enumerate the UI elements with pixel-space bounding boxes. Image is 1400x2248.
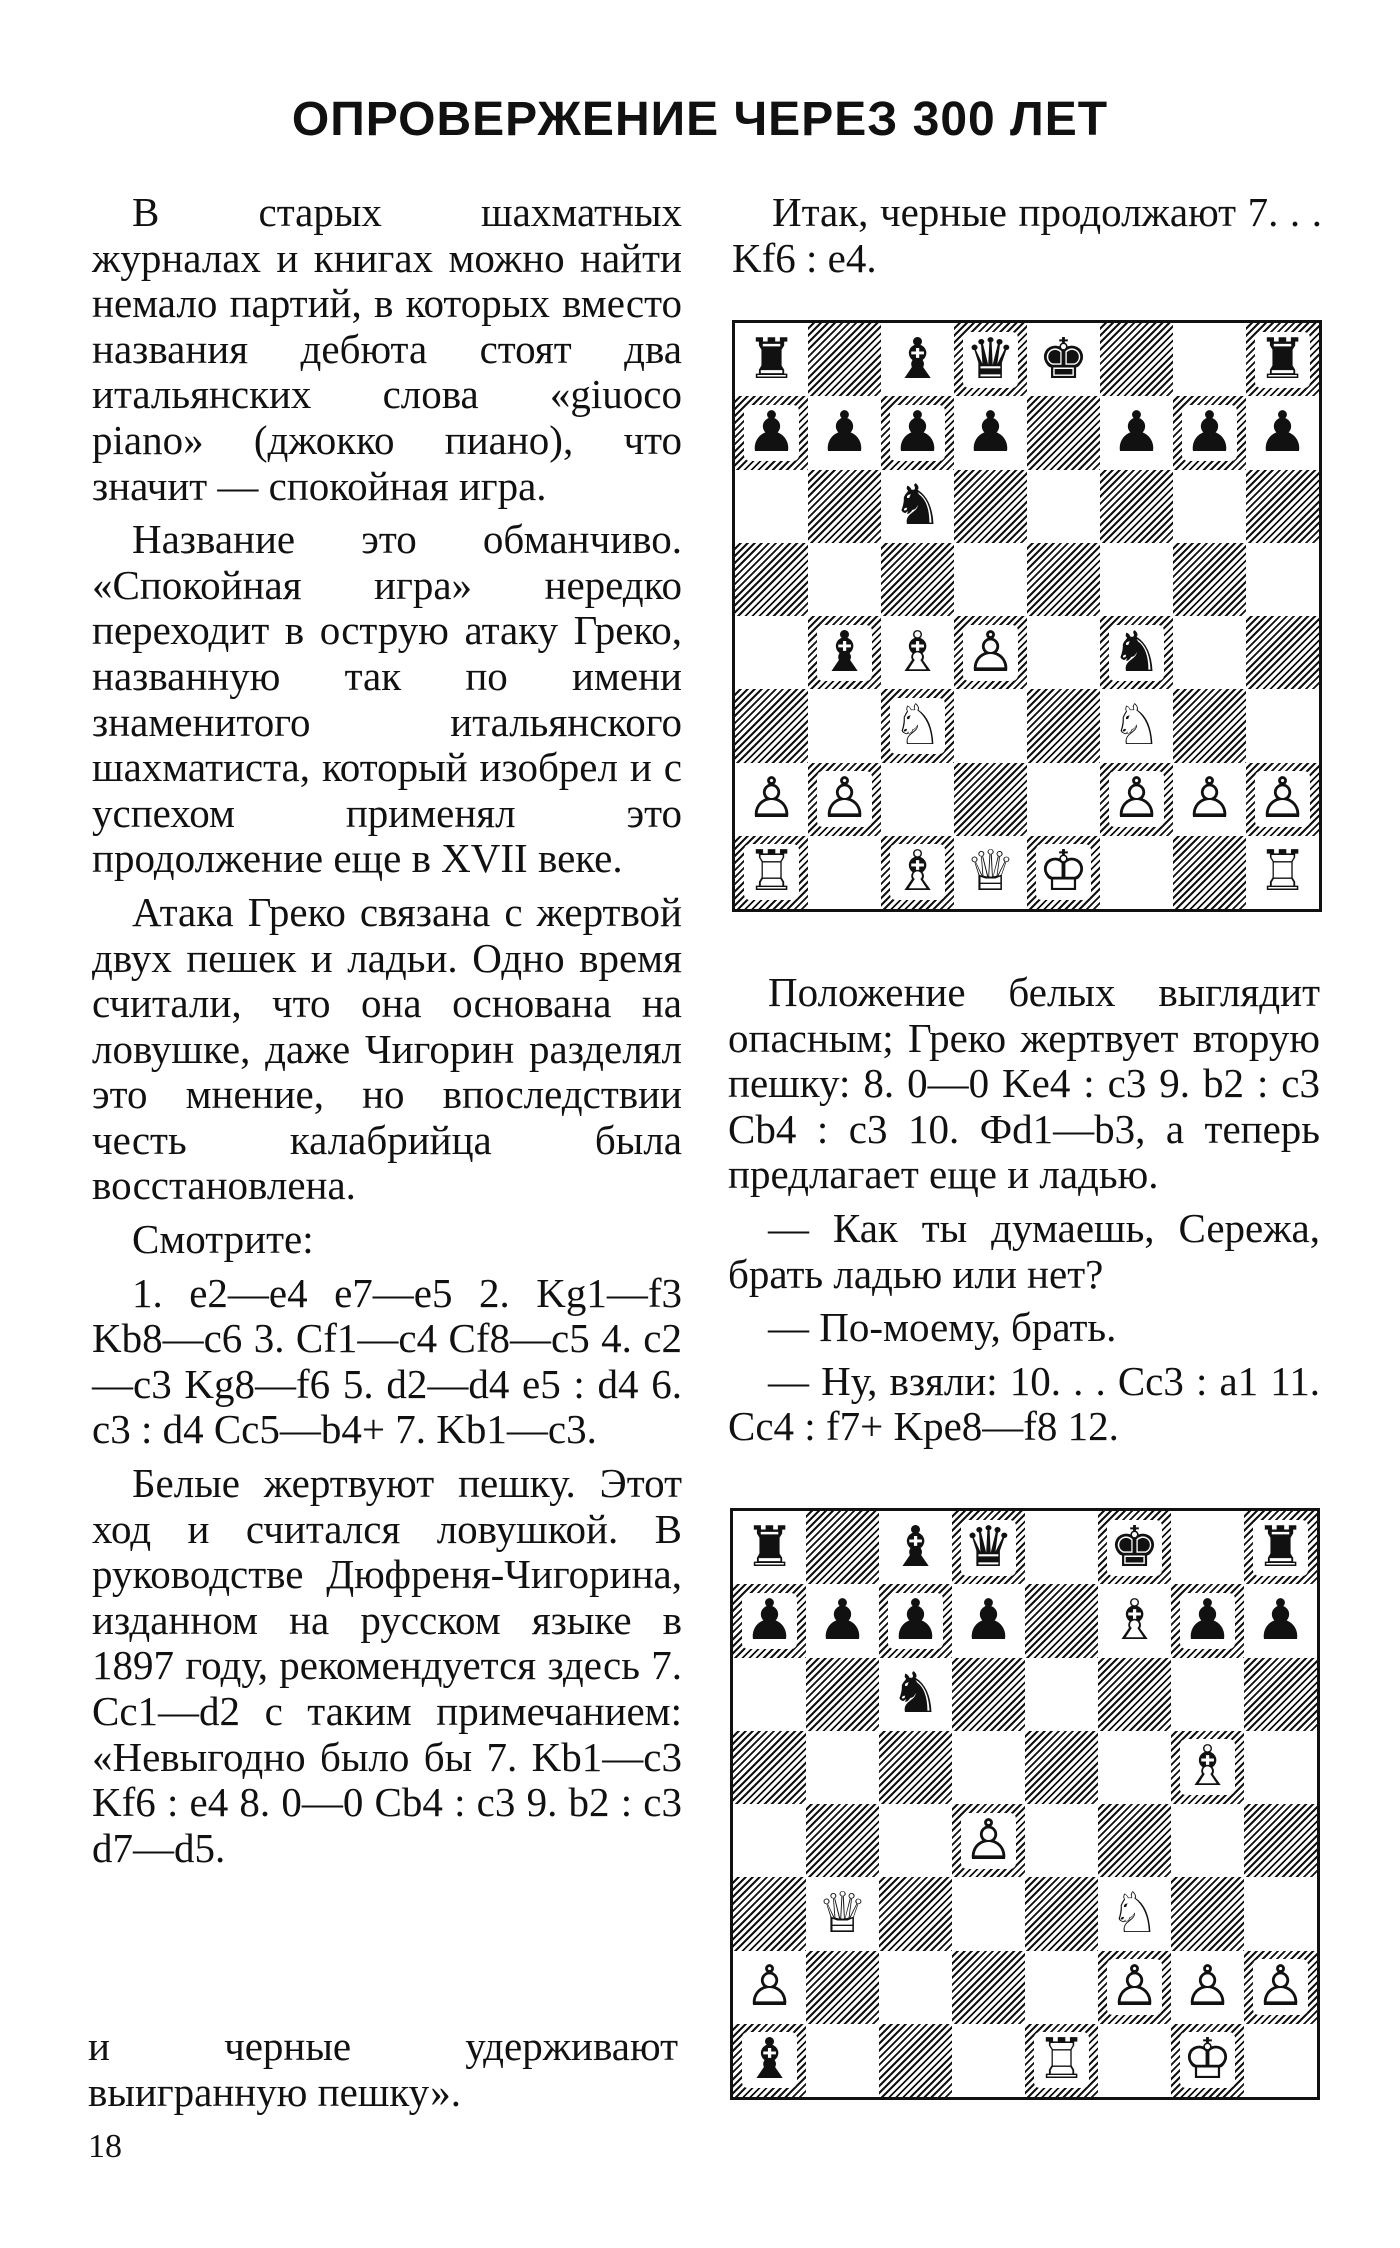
page-title: ОПРОВЕРЖЕНИЕ ЧЕРЕЗ 300 ЛЕТ	[291, 93, 1109, 146]
board-square	[952, 1511, 1025, 1584]
white-king-icon: ♔	[1182, 2027, 1233, 2093]
board-square	[1027, 470, 1100, 543]
board-square	[1100, 616, 1173, 689]
board-square	[806, 1658, 879, 1731]
board-square	[808, 616, 881, 689]
board-square	[1244, 1804, 1317, 1877]
white-pawn-icon: ♙	[965, 619, 1016, 685]
board-square	[1246, 689, 1319, 762]
board-square	[1246, 396, 1319, 469]
board-square	[952, 1804, 1025, 1877]
board-square	[952, 1584, 1025, 1657]
board-square	[806, 2024, 879, 2097]
black-pawn-icon: ♟	[1257, 399, 1308, 465]
board-square	[1025, 2024, 1098, 2097]
paragraph: Название это обманчиво. «Спокойная игра» нередко переходит в острую атаку Греко, названную так по имени знаменитого итальянского шахматиста, который изобрел и с успехом применял это продолжение еще в XVII веке.	[92, 516, 682, 882]
board-square	[1098, 1804, 1171, 1877]
board-square	[1244, 1731, 1317, 1804]
board-square	[735, 323, 808, 396]
white-rook-icon: ♖	[1257, 839, 1308, 905]
board-square	[879, 1511, 952, 1584]
board-square	[1173, 689, 1246, 762]
paragraph: Атака Греко связана с жертвой двух пешек и ладьи. Одно время считали, что она основана на ловушке, даже Чигорин разделял это мнение, но впоследствии честь калабрийца была восстановлена.	[92, 888, 682, 1209]
white-bishop-icon: ♗	[892, 619, 943, 685]
white-bishop-icon: ♗	[1109, 1587, 1160, 1653]
board-square	[1100, 543, 1173, 616]
board-square	[954, 616, 1027, 689]
board-square	[952, 2024, 1025, 2097]
board-square	[1244, 1877, 1317, 1950]
board-square	[1098, 2024, 1171, 2097]
board-square	[879, 1584, 952, 1657]
left-column-bottom	[88, 2024, 678, 2123]
board-square	[1171, 1658, 1244, 1731]
board-square	[1173, 470, 1246, 543]
black-rook-icon: ♜	[1255, 1514, 1306, 1580]
board-square	[879, 1731, 952, 1804]
board-square	[735, 616, 808, 689]
board-square	[1025, 1877, 1098, 1950]
black-king-icon: ♚	[1038, 326, 1089, 392]
board-square	[954, 323, 1027, 396]
board-square	[735, 763, 808, 836]
paragraph: Положение белых выглядит опасным; Греко жертвует вторую пешку: 8. 0—0 Ke4 : c3 9. b2 : c3 Cb4 : c3 10. Фd1—b3, а теперь предлагает еще и ладью.	[728, 969, 1320, 1198]
dialogue-line: — Ну, взяли: 10. . . Cc3 : a1 11. Cc4 : f7+ Kpe8—f8 12.	[728, 1357, 1320, 1450]
white-pawn-icon: ♙	[963, 1807, 1014, 1873]
dialogue-line: — Как ты думаешь, Сережа, брать ладью или нет?	[728, 1204, 1320, 1297]
board-square	[1171, 1804, 1244, 1877]
board-square	[1100, 396, 1173, 469]
white-pawn-icon: ♙	[1255, 1954, 1306, 2020]
board-square	[733, 1804, 806, 1877]
board-square	[881, 396, 954, 469]
board-square	[1173, 616, 1246, 689]
board-square	[808, 323, 881, 396]
board-square	[806, 1804, 879, 1877]
white-rook-icon: ♖	[746, 839, 797, 905]
board-square	[1244, 1511, 1317, 1584]
board-square	[879, 1804, 952, 1877]
white-queen-icon: ♕	[965, 839, 1016, 905]
black-queen-icon: ♛	[965, 326, 1016, 392]
black-pawn-icon: ♟	[744, 1587, 795, 1653]
board-square	[1098, 1731, 1171, 1804]
board-square	[1100, 763, 1173, 836]
board-square	[1171, 1511, 1244, 1584]
black-pawn-icon: ♟	[819, 399, 870, 465]
board-square	[808, 470, 881, 543]
board-square	[1173, 763, 1246, 836]
black-pawn-icon: ♟	[1182, 1587, 1233, 1653]
paragraph: Смотрите:	[132, 1216, 314, 1263]
board-square	[952, 1877, 1025, 1950]
black-queen-icon: ♛	[963, 1514, 1014, 1580]
white-pawn-icon: ♙	[819, 766, 870, 832]
black-pawn-icon: ♟	[963, 1587, 1014, 1653]
board-square	[1244, 1951, 1317, 2024]
board-square	[1098, 1877, 1171, 1950]
board-square	[806, 1511, 879, 1584]
right-column-middle	[728, 970, 1320, 1458]
board-square	[1171, 1951, 1244, 2024]
black-knight-icon: ♞	[1111, 619, 1162, 685]
paragraph: Белые жертвуют пешку. Этот ход и считался ловушкой. В руководстве Дюфреня-Чигорина, изданном на русском языке в 1897 году, рекомендуется здесь 7. Cc1—d2 с таким примечанием: «Невыгодно было бы 7. Kb1—c3 Kf6 : e4 8. 0—0 Cb4 : c3 9. b2 : c3 d7—d5.	[92, 1460, 682, 1871]
left-column	[92, 190, 682, 1879]
board-square	[881, 470, 954, 543]
black-bishop-icon: ♝	[892, 326, 943, 392]
right-column-top	[732, 190, 1322, 289]
white-rook-icon: ♖	[1036, 2027, 1087, 2093]
board-square	[1173, 323, 1246, 396]
white-pawn-icon: ♙	[1111, 766, 1162, 832]
chess-diagram-1	[732, 320, 1322, 912]
board-square	[733, 1951, 806, 2024]
board-square	[1244, 1658, 1317, 1731]
board-square	[1173, 396, 1246, 469]
board-square	[1098, 1511, 1171, 1584]
board-square	[733, 1584, 806, 1657]
board-square	[1173, 836, 1246, 909]
board-square	[735, 543, 808, 616]
chess-diagram-2	[730, 1508, 1320, 2100]
board-square	[806, 1584, 879, 1657]
board-square	[1025, 1731, 1098, 1804]
white-knight-icon: ♘	[1111, 692, 1162, 758]
black-bishop-icon: ♝	[890, 1514, 941, 1580]
board-square	[735, 396, 808, 469]
board-square	[1027, 616, 1100, 689]
board-square	[735, 470, 808, 543]
black-pawn-icon: ♟	[1255, 1587, 1306, 1653]
board-square	[1171, 2024, 1244, 2097]
board-square	[1246, 323, 1319, 396]
board-square	[808, 689, 881, 762]
board-square	[879, 1658, 952, 1731]
paragraph: Итак, черные продолжают 7. . . Kf6 : e4.	[732, 189, 1322, 281]
black-pawn-icon: ♟	[746, 399, 797, 465]
board-square	[1027, 689, 1100, 762]
board-square	[954, 763, 1027, 836]
board-square	[1027, 396, 1100, 469]
white-pawn-icon: ♙	[1257, 766, 1308, 832]
board-square	[1171, 1584, 1244, 1657]
board-square	[1025, 1584, 1098, 1657]
board-square	[1171, 1731, 1244, 1804]
board-square	[881, 689, 954, 762]
dialogue-line: — По-моему, брать.	[768, 1304, 1117, 1351]
white-king-icon: ♔	[1038, 839, 1089, 905]
black-pawn-icon: ♟	[890, 1587, 941, 1653]
black-pawn-icon: ♟	[1111, 399, 1162, 465]
board-square	[806, 1877, 879, 1950]
white-knight-icon: ♘	[1109, 1880, 1160, 1946]
black-knight-icon: ♞	[890, 1661, 941, 1727]
board-square	[1025, 1658, 1098, 1731]
board-square	[952, 1658, 1025, 1731]
black-pawn-icon: ♟	[817, 1587, 868, 1653]
board-square	[1246, 543, 1319, 616]
white-pawn-icon: ♙	[744, 1954, 795, 2020]
board-square	[881, 616, 954, 689]
board-square	[735, 836, 808, 909]
white-pawn-icon: ♙	[746, 766, 797, 832]
black-pawn-icon: ♟	[892, 399, 943, 465]
black-bishop-icon: ♝	[819, 619, 870, 685]
board-square	[952, 1731, 1025, 1804]
board-square	[808, 396, 881, 469]
paragraph: и черные удерживают выигранную пешку».	[88, 2023, 678, 2115]
board-square	[879, 2024, 952, 2097]
board-square	[954, 689, 1027, 762]
board-square	[1098, 1951, 1171, 2024]
black-pawn-icon: ♟	[1184, 399, 1235, 465]
black-pawn-icon: ♟	[965, 399, 1016, 465]
black-rook-icon: ♜	[746, 326, 797, 392]
moves-paragraph: 1. e2—e4 e7—e5 2. Kg1—f3 Kb8—c6 3. Cf1—c4 Cf8—c5 4. c2—c3 Kg8—f6 5. d2—d4 e5 : d4 6. c3 : d4 Cc5—b4+ 7. Kb1—c3.	[92, 1269, 682, 1453]
board-square	[1246, 470, 1319, 543]
black-bishop-icon: ♝	[744, 2027, 795, 2093]
board-square	[954, 470, 1027, 543]
board-square	[733, 2024, 806, 2097]
black-knight-icon: ♞	[892, 473, 943, 539]
board-square	[1027, 323, 1100, 396]
board-square	[733, 1658, 806, 1731]
board-square	[1100, 323, 1173, 396]
board-square	[881, 763, 954, 836]
board-square	[733, 1511, 806, 1584]
board-square	[733, 1731, 806, 1804]
board-square	[1025, 1804, 1098, 1877]
black-rook-icon: ♜	[1257, 326, 1308, 392]
white-queen-icon: ♕	[817, 1880, 868, 1946]
white-knight-icon: ♘	[892, 692, 943, 758]
board-square	[954, 836, 1027, 909]
board-square	[879, 1951, 952, 2024]
board-square	[806, 1951, 879, 2024]
board-square	[881, 323, 954, 396]
board-square	[879, 1877, 952, 1950]
board-square	[1244, 1584, 1317, 1657]
board-square	[881, 543, 954, 616]
board-square	[1246, 836, 1319, 909]
white-pawn-icon: ♙	[1184, 766, 1235, 832]
board-square	[1098, 1658, 1171, 1731]
board-square	[1025, 1511, 1098, 1584]
white-pawn-icon: ♙	[1109, 1954, 1160, 2020]
white-bishop-icon: ♗	[892, 839, 943, 905]
board-square	[1173, 543, 1246, 616]
board-square	[808, 543, 881, 616]
board-square	[1025, 1951, 1098, 2024]
paragraph: В старых шахматных журналах и книгах можно найти немало партий, в которых вместо названия дебюта стоят два итальянских слова «giuoco piano» (джокко пиано), что значит — спокойная игра.	[92, 189, 682, 509]
white-pawn-icon: ♙	[1182, 1954, 1233, 2020]
board-square	[1098, 1584, 1171, 1657]
board-square	[1100, 470, 1173, 543]
board-square	[806, 1731, 879, 1804]
board-square	[733, 1877, 806, 1950]
board-square	[1100, 689, 1173, 762]
board-square	[952, 1951, 1025, 2024]
board-square	[1027, 763, 1100, 836]
board-square	[735, 689, 808, 762]
board-square	[808, 763, 881, 836]
board-square	[1027, 836, 1100, 909]
black-king-icon: ♚	[1109, 1514, 1160, 1580]
page-number: 18	[88, 2128, 122, 2165]
board-square	[881, 836, 954, 909]
board-square	[1244, 2024, 1317, 2097]
black-rook-icon: ♜	[744, 1514, 795, 1580]
board-square	[954, 396, 1027, 469]
board-square	[954, 543, 1027, 616]
board-square	[1246, 616, 1319, 689]
board-square	[1027, 543, 1100, 616]
white-bishop-icon: ♗	[1182, 1734, 1233, 1800]
board-square	[1100, 836, 1173, 909]
board-square	[1246, 763, 1319, 836]
board-square	[1171, 1877, 1244, 1950]
board-square	[808, 836, 881, 909]
